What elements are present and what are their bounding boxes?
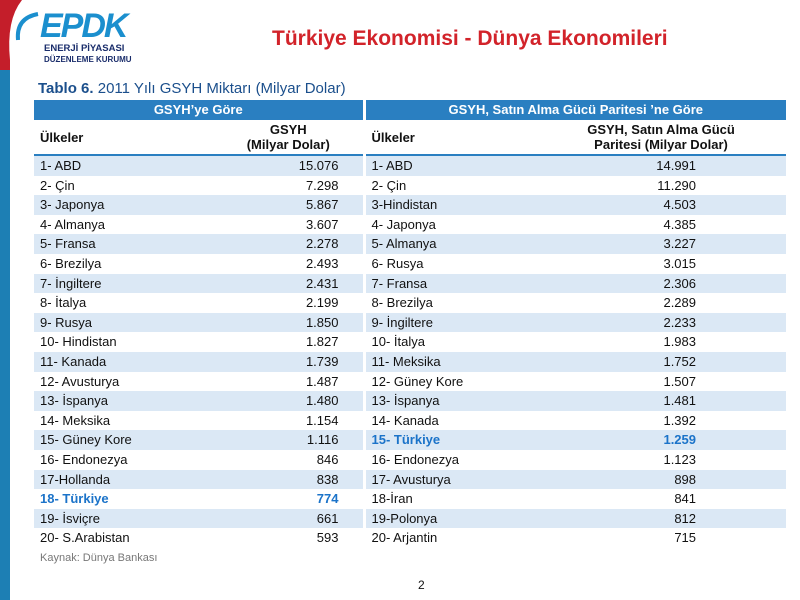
- left-accent-bar: [0, 60, 10, 600]
- page-number: 2: [418, 578, 425, 592]
- table-row: [34, 293, 786, 313]
- gdp-table: [34, 100, 786, 548]
- country-cell: 17- Avusturya: [364, 470, 536, 490]
- table-row: [34, 352, 786, 372]
- gdp-value-cell: 2.199: [214, 293, 364, 313]
- ppp-value-cell: 1.507: [536, 372, 786, 392]
- group-header-nominal: GSYH’ye Göre: [34, 100, 364, 120]
- table-source-note: Kaynak: Dünya Bankası: [40, 552, 158, 564]
- gdp-value-cell: 1.154: [214, 411, 364, 431]
- table-row: [34, 313, 786, 333]
- column-header-country-left: Ülkeler: [34, 120, 214, 155]
- table-row: [34, 195, 786, 215]
- country-cell: 1- ABD: [364, 155, 536, 176]
- country-cell: 1- ABD: [34, 155, 214, 176]
- ppp-value-cell-highlighted: 1.259: [536, 430, 786, 450]
- column-header-gdp-line1: GSYH: [269, 122, 307, 137]
- country-cell: 16- Endonezya: [364, 450, 536, 470]
- country-cell: 4- Almanya: [34, 215, 214, 235]
- country-cell: 4- Japonya: [364, 215, 536, 235]
- table-row: [34, 176, 786, 196]
- country-cell: 9- Rusya: [34, 313, 214, 333]
- country-cell: 10- Hindistan: [34, 332, 214, 352]
- gdp-value-cell: 3.607: [214, 215, 364, 235]
- column-header-country-right: Ülkeler: [364, 120, 536, 155]
- ppp-value-cell: 2.306: [536, 274, 786, 294]
- table-row: [34, 332, 786, 352]
- ppp-value-cell: 4.385: [536, 215, 786, 235]
- country-cell: 17-Hollanda: [34, 470, 214, 490]
- group-header-ppp: GSYH, Satın Alma Gücü Paritesi ’ne Göre: [364, 100, 786, 120]
- country-cell: 3- Japonya: [34, 195, 214, 215]
- country-cell: 15- Güney Kore: [34, 430, 214, 450]
- ppp-value-cell: 1.481: [536, 391, 786, 411]
- country-cell: 18-İran: [364, 489, 536, 509]
- table-caption: [38, 80, 346, 97]
- country-cell-highlighted: 18- Türkiye: [34, 489, 214, 509]
- gdp-value-cell: 1.739: [214, 352, 364, 372]
- column-header-ppp-line2: Paritesi (Milyar Dolar): [594, 137, 728, 152]
- gdp-value-cell: 661: [214, 509, 364, 529]
- column-header-gdp-line2: (Milyar Dolar): [246, 137, 330, 152]
- gdp-value-cell: 1.116: [214, 430, 364, 450]
- country-cell-highlighted: 15- Türkiye: [364, 430, 536, 450]
- table-row: [34, 215, 786, 235]
- ppp-value-cell: 2.233: [536, 313, 786, 333]
- gdp-value-cell: 7.298: [214, 176, 364, 196]
- table-caption-text: 2011 Yılı GSYH Miktarı (Milyar Dolar): [93, 80, 346, 97]
- country-cell: 12- Avusturya: [34, 372, 214, 392]
- country-cell: 11- Meksika: [364, 352, 536, 372]
- table-row: [34, 450, 786, 470]
- country-cell: 19- İsviçre: [34, 509, 214, 529]
- country-cell: 16- Endonezya: [34, 450, 214, 470]
- country-cell: 13- İspanya: [364, 391, 536, 411]
- country-cell: 12- Güney Kore: [364, 372, 536, 392]
- table-row: [34, 391, 786, 411]
- country-cell: 7- Fransa: [364, 274, 536, 294]
- gdp-value-cell: 846: [214, 450, 364, 470]
- ppp-value-cell: 11.290: [536, 176, 786, 196]
- table-row: [34, 254, 786, 274]
- gdp-value-cell: 838: [214, 470, 364, 490]
- country-cell: 9- İngiltere: [364, 313, 536, 333]
- table-caption-number: Tablo 6.: [38, 80, 94, 97]
- country-cell: 6- Rusya: [364, 254, 536, 274]
- gdp-value-cell: 593: [214, 528, 364, 548]
- column-header-gdp: [214, 120, 364, 155]
- gdp-value-cell: 2.493: [214, 254, 364, 274]
- country-cell: 2- Çin: [34, 176, 214, 196]
- country-cell: 2- Çin: [364, 176, 536, 196]
- table-row: [34, 528, 786, 548]
- logo-line2: DÜZENLEME KURUMU: [44, 55, 132, 64]
- logo-line1: ENERJİ PİYASASI: [44, 43, 125, 54]
- country-cell: 20- S.Arabistan: [34, 528, 214, 548]
- ppp-value-cell: 1.392: [536, 411, 786, 431]
- ppp-value-cell: 4.503: [536, 195, 786, 215]
- ppp-value-cell: 812: [536, 509, 786, 529]
- ppp-value-cell: 841: [536, 489, 786, 509]
- table-row: [34, 411, 786, 431]
- table-row: [34, 509, 786, 529]
- country-cell: 14- Meksika: [34, 411, 214, 431]
- gdp-value-cell: 15.076: [214, 155, 364, 176]
- column-header-ppp: [536, 120, 786, 155]
- country-cell: 7- İngiltere: [34, 274, 214, 294]
- gdp-value-cell-highlighted: 774: [214, 489, 364, 509]
- country-cell: 20- Arjantin: [364, 528, 536, 548]
- ppp-value-cell: 3.227: [536, 234, 786, 254]
- country-cell: 10- İtalya: [364, 332, 536, 352]
- logo-swirl-icon: [12, 10, 42, 44]
- gdp-value-cell: 1.487: [214, 372, 364, 392]
- epdk-logo: [18, 8, 150, 74]
- table-row: [34, 489, 786, 509]
- ppp-value-cell: 715: [536, 528, 786, 548]
- gdp-value-cell: 1.850: [214, 313, 364, 333]
- table-row: [34, 372, 786, 392]
- country-cell: 19-Polonya: [364, 509, 536, 529]
- gdp-value-cell: 2.431: [214, 274, 364, 294]
- gdp-value-cell: 1.480: [214, 391, 364, 411]
- table-row: [34, 155, 786, 176]
- country-cell: 5- Almanya: [364, 234, 536, 254]
- column-header-ppp-line1: GSYH, Satın Alma Gücü: [587, 122, 735, 137]
- country-cell: 13- İspanya: [34, 391, 214, 411]
- ppp-value-cell: 1.752: [536, 352, 786, 372]
- country-cell: 3-Hindistan: [364, 195, 536, 215]
- table-row: [34, 430, 786, 450]
- country-cell: 11- Kanada: [34, 352, 214, 372]
- country-cell: 8- İtalya: [34, 293, 214, 313]
- country-cell: 6- Brezilya: [34, 254, 214, 274]
- ppp-value-cell: 14.991: [536, 155, 786, 176]
- table-row: [34, 470, 786, 490]
- country-cell: 8- Brezilya: [364, 293, 536, 313]
- ppp-value-cell: 1.123: [536, 450, 786, 470]
- ppp-value-cell: 3.015: [536, 254, 786, 274]
- country-cell: 14- Kanada: [364, 411, 536, 431]
- table-row: [34, 274, 786, 294]
- slide-title: Türkiye Ekonomisi - Dünya Ekonomileri: [272, 27, 668, 50]
- table-row: [34, 234, 786, 254]
- logo-mark: EPDK: [40, 7, 127, 45]
- ppp-value-cell: 2.289: [536, 293, 786, 313]
- gdp-value-cell: 2.278: [214, 234, 364, 254]
- gdp-value-cell: 5.867: [214, 195, 364, 215]
- gdp-value-cell: 1.827: [214, 332, 364, 352]
- ppp-value-cell: 1.983: [536, 332, 786, 352]
- country-cell: 5- Fransa: [34, 234, 214, 254]
- ppp-value-cell: 898: [536, 470, 786, 490]
